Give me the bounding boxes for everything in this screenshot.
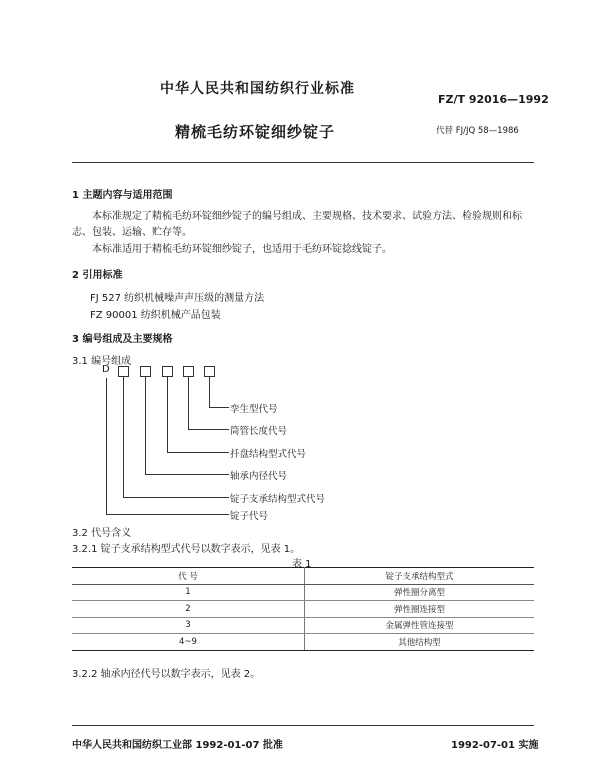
leader-line [209, 407, 229, 408]
leader-line [123, 377, 124, 497]
table-row [72, 634, 534, 651]
leader-line [145, 474, 229, 475]
leader-line [123, 497, 229, 498]
code-prefix: D [102, 364, 110, 375]
subsection-3-2-1: 3.2.1 锭子支承结构型式代号以数字表示，见表 1。 [72, 544, 301, 555]
footer-divider [72, 725, 534, 726]
section-1-heading: 1 主题内容与适用范围 [72, 190, 173, 201]
code-box [183, 366, 194, 377]
leader-line [167, 377, 168, 452]
subsection-3-2: 3.2 代号含义 [72, 528, 132, 539]
code-label: 筒管长度代号 [230, 426, 288, 437]
code-label: 锭子代号 [230, 511, 269, 522]
section-2-heading: 2 引用标准 [72, 270, 123, 281]
leader-line [209, 377, 210, 407]
table-cell: 1 [72, 584, 305, 601]
standard-number: FZ/T 92016—1992 [438, 93, 549, 106]
section-1-paragraph-2: 本标准适用于精梳毛纺环锭细纱锭子，也适用于毛纺环锭捻线锭子。 [92, 244, 392, 255]
code-box [140, 366, 151, 377]
table-header-row [72, 568, 534, 585]
table-cell: 金属弹性管连接型 [305, 617, 535, 634]
leader-line [106, 378, 107, 514]
effective-date: 1992-07-01 实施 [451, 740, 539, 751]
table-row [72, 617, 534, 634]
code-label: 扦盘结构型式代号 [230, 449, 307, 460]
table-header-cell: 代 号 [72, 568, 305, 585]
table-row [72, 601, 534, 618]
leader-line [188, 429, 229, 430]
table-cell: 其他结构型 [305, 634, 535, 651]
document-title: 精梳毛纺环锭细纱锭子 [175, 123, 336, 141]
code-label: 轴承内径代号 [230, 471, 288, 482]
code-label: 锭子支承结构型式代号 [230, 494, 326, 505]
replaces-standard: 代替 FJ/JQ 58—1986 [436, 126, 519, 136]
table-cell: 3 [72, 617, 305, 634]
code-box [118, 366, 129, 377]
issuing-organization: 中华人民共和国纺织行业标准 [160, 81, 355, 97]
leader-line [167, 452, 229, 453]
subsection-3-2-2: 3.2.2 轴承内径代号以数字表示，见表 2。 [72, 669, 261, 680]
table-cell: 2 [72, 601, 305, 618]
table-cell: 弹性圈分离型 [305, 584, 535, 601]
leader-line [188, 377, 189, 429]
leader-line [106, 514, 229, 515]
reference-item: FJ 527 纺织机械噪声声压级的测量方法 [90, 293, 265, 304]
table-1 [72, 567, 534, 651]
code-label: 孪生型代号 [230, 404, 278, 415]
table-cell: 4~9 [72, 634, 305, 651]
subsection-3-1: 3.1 编号组成 [72, 356, 132, 367]
leader-line [145, 377, 146, 474]
table-header-cell: 锭子支承结构型式 [305, 568, 535, 585]
code-box [162, 366, 173, 377]
table-row [72, 584, 534, 601]
code-box [204, 366, 215, 377]
reference-item: FZ 90001 纺织机械产品包装 [90, 310, 221, 321]
table-cell: 弹性圈连接型 [305, 601, 535, 618]
section-3-heading: 3 编号组成及主要规格 [72, 334, 173, 345]
issue-date: 中华人民共和国纺织工业部 1992-01-07 批准 [72, 740, 283, 751]
section-1-paragraph-1: 本标准规定了精梳毛纺环锭细纱锭子的编号组成、主要规格、技术要求、试验方法、检验规则和标志、包装、运输、贮存等。 [72, 211, 522, 238]
table-1-caption: 表 1 [292, 559, 312, 570]
header-divider [72, 162, 534, 163]
